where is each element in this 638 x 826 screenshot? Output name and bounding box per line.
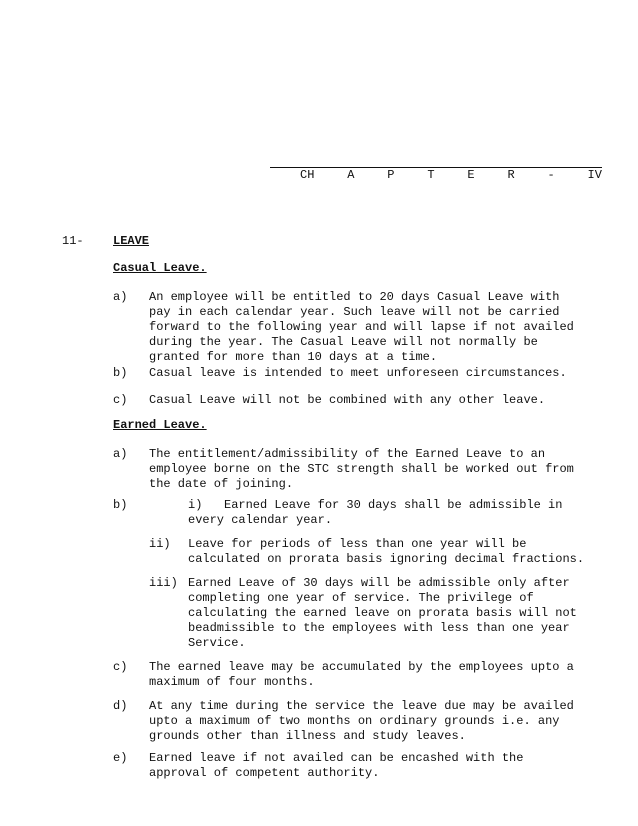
- subitem-label: iii): [149, 576, 178, 590]
- text-line: Earned Leave for 30 days shall be admissible in: [224, 498, 563, 512]
- text-line: Earned Leave of 30 days will be admissible only after: [188, 576, 570, 590]
- text-line: completing one year of service. The privilege of: [188, 591, 534, 605]
- text-line: beadmissible to the employees with less than one year: [188, 621, 570, 635]
- section-title: LEAVE: [113, 234, 150, 248]
- item-label: a): [113, 447, 128, 461]
- subitem-label: i): [188, 498, 203, 512]
- chapter-letter: T: [427, 168, 435, 182]
- chapter-letter: A: [347, 168, 355, 182]
- chapter-letter: CH: [300, 168, 315, 182]
- chapter-letter: E: [467, 168, 475, 182]
- casual-leave-heading: Casual Leave.: [113, 261, 207, 275]
- text-line: the date of joining.: [149, 477, 294, 491]
- text-line: At any time during the service the leave due may be availed: [149, 699, 574, 713]
- item-label: c): [113, 393, 128, 407]
- item-label: d): [113, 699, 128, 713]
- text-line: An employee will be entitled to 20 days Casual Leave with: [149, 290, 560, 304]
- earned-subitem-ii: [188, 537, 601, 567]
- text-line: grounds other than illness and study leaves.: [149, 729, 466, 743]
- earned-leave-heading: Earned Leave.: [113, 418, 207, 432]
- text-line: Earned leave if not availed can be encashed with the: [149, 751, 524, 765]
- text-line: calculated on prorata basis ignoring decimal fractions.: [188, 552, 585, 566]
- text-line: Leave for periods of less than one year will be: [188, 537, 527, 551]
- earned-subitem-i-cont: [188, 513, 601, 528]
- earned-subitem-iii: [188, 576, 601, 651]
- text-line: every calendar year.: [188, 513, 333, 527]
- casual-item-b: [149, 366, 601, 381]
- earned-item-e: [149, 751, 601, 781]
- text-line: Service.: [188, 636, 246, 650]
- chapter-letter: R: [507, 168, 515, 182]
- item-label: b): [113, 366, 128, 380]
- item-label: c): [113, 660, 128, 674]
- chapter-letter: IV: [587, 168, 602, 182]
- text-line: Casual leave is intended to meet unforeseen circumstances.: [149, 366, 567, 380]
- item-label: e): [113, 751, 128, 765]
- chapter-letter: -: [547, 168, 555, 182]
- text-line: forward to the following year and will lapse if not availed: [149, 320, 574, 334]
- text-line: during the year. The Casual Leave will not normally be: [149, 335, 538, 349]
- item-label: b): [113, 498, 128, 512]
- earned-item-a: [149, 447, 601, 492]
- earned-subitem-i: [224, 498, 601, 513]
- earned-item-c: [149, 660, 601, 690]
- chapter-letter: P: [387, 168, 395, 182]
- text-line: upto a maximum of two months on ordinary grounds i.e. any: [149, 714, 560, 728]
- item-label: a): [113, 290, 128, 304]
- casual-item-a: [149, 290, 601, 365]
- subitem-label: ii): [149, 537, 171, 551]
- text-line: The earned leave may be accumulated by the employees upto a: [149, 660, 574, 674]
- text-line: Casual Leave will not be combined with any other leave.: [149, 393, 546, 407]
- text-line: pay in each calendar year. Such leave will not be carried: [149, 305, 560, 319]
- text-line: The entitlement/admissibility of the Earned Leave to an: [149, 447, 546, 461]
- section-number: 11-: [62, 234, 84, 248]
- text-line: employee borne on the STC strength shall be worked out from: [149, 462, 574, 476]
- text-line: maximum of four months.: [149, 675, 315, 689]
- chapter-heading: [270, 167, 602, 183]
- earned-item-d: [149, 699, 601, 744]
- text-line: calculating the earned leave on prorata basis will not: [188, 606, 577, 620]
- casual-item-c: [149, 393, 601, 408]
- text-line: approval of competent authority.: [149, 766, 380, 780]
- text-line: granted for more than 10 days at a time.: [149, 350, 438, 364]
